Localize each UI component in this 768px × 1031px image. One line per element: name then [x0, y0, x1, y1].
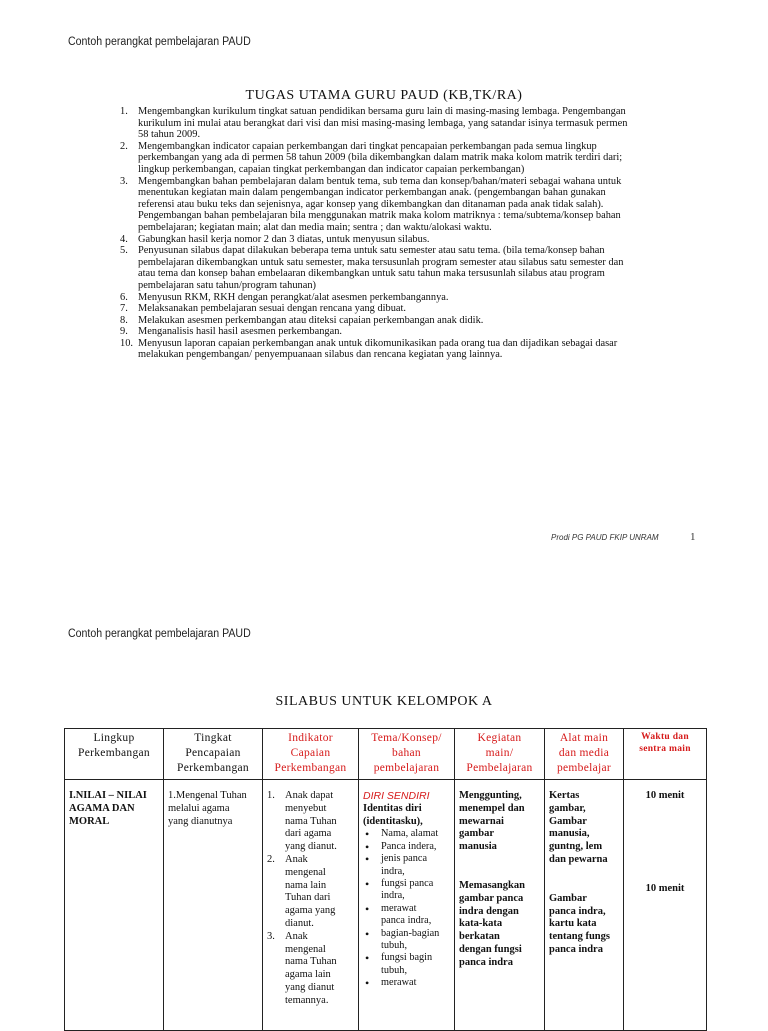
task-text-line: Penyusunan silabus dapat dilakukan beberapa tema untuk satu semester atau satu tema. (bila tema/konsep bahan	[138, 245, 605, 257]
tema-bullet-line: • merawat	[381, 977, 417, 989]
task-item	[120, 245, 690, 291]
tingkat-line: melalui agama	[168, 802, 230, 814]
task-text-line: pembelajaran; kegiatan main; alat dan media main; sentra ; dan waktu/alokasi waktu.	[138, 221, 492, 233]
task-number: 6.	[120, 291, 128, 303]
column-header-line: bahan	[392, 747, 421, 759]
task-item	[120, 292, 690, 304]
waktu-1: 10 menit	[645, 790, 685, 801]
table-header-row	[65, 729, 707, 780]
column-header-line: Perkembangan	[274, 762, 347, 774]
alat-line: panca indra,	[549, 905, 606, 917]
alat-line: gambar,	[549, 802, 586, 814]
kegiatan-line: gambar panca	[459, 892, 524, 904]
page-header: Contoh perangkat pembelajaran PAUD	[68, 628, 251, 640]
tema-bullet-line: • merawat	[381, 902, 417, 914]
tema-bullet-item	[363, 928, 450, 953]
alat-line: tentang fungs	[549, 931, 610, 943]
tema-bullet-item	[363, 952, 450, 977]
tema-bullet-line: indra,	[381, 865, 405, 877]
task-text-line: kurikulum ini mulai atau berangkat dari visi dan misi masing-masing lembaga, yang satandar isinya termasuk permen	[138, 117, 628, 129]
tema-bullet-line: panca indra,	[381, 915, 432, 927]
tema-bullet-line: • Nama, alamat	[381, 828, 439, 840]
cell-alat	[545, 780, 624, 1031]
column-header-line: dan media	[558, 747, 610, 759]
task-text-line: Menyusun RKM, RKH dengan perangkat/alat asesmen perkembangannya.	[138, 291, 449, 303]
column-header-line: Waktu dan	[641, 732, 689, 742]
column-header	[263, 729, 359, 780]
task-number: 9.	[120, 326, 128, 338]
alat-2	[549, 893, 619, 957]
indikator-line: agama yang	[285, 905, 336, 917]
task-number: 5.	[120, 245, 128, 257]
column-header	[455, 729, 545, 780]
alat-line: Gambar	[549, 892, 587, 904]
task-text-line: Gabungkan hasil kerja nomor 2 dan 3 diatas, untuk menyusun silabus.	[138, 233, 430, 245]
task-text-line: Menganalisis hasil hasil asesmen perkembangan.	[138, 326, 343, 338]
tema-bullet-list	[363, 828, 450, 989]
tema-bullet-item	[363, 841, 450, 853]
column-header-line: sentra main	[639, 744, 691, 754]
kegiatan-line: manusia	[459, 841, 497, 853]
column-header-line: pembelajaran	[373, 762, 440, 774]
cell-indikator	[263, 780, 359, 1031]
indikator-list	[267, 790, 354, 1008]
waktu-2: 10 menit	[645, 882, 685, 894]
page-header: Contoh perangkat pembelajaran PAUD	[68, 36, 251, 48]
task-item	[120, 326, 690, 338]
tema-subtitle-line: (identitasku),	[363, 815, 423, 827]
column-header	[359, 729, 455, 780]
indikator-number: 1.	[267, 790, 275, 801]
task-text-line: pembelajaran dikembangkan untuk satu semester, maka tersusunlah program semester atau silabus satu semester dan	[138, 256, 624, 268]
indikator-line: menyebut	[285, 802, 327, 814]
column-header-line: Alat main	[559, 732, 609, 744]
task-list	[120, 106, 690, 361]
page-number: 1	[690, 531, 696, 543]
lingkup-line: I.NILAI – NILAI	[69, 790, 147, 801]
indikator-line: dianut.	[285, 917, 314, 929]
column-header-line: Indikator	[288, 732, 333, 744]
kegiatan-line: panca indra	[459, 956, 513, 968]
indikator-line: yang dianut	[285, 981, 335, 993]
alat-line: Gambar	[549, 815, 587, 827]
page-2	[0, 600, 768, 1024]
column-header	[545, 729, 624, 780]
task-text-line: perkembangan yang ada di permen 58 tahun 2009 (bila dikembangkan dalam matrik maka kolom matrik terdiri dari;	[138, 152, 623, 164]
task-text-line: lingkup perkembangan, capaian tingkat perkembangan dan indicator capaian perkembangan)	[138, 163, 525, 175]
indikator-line: dari agama	[285, 828, 332, 840]
alat-line: panca indra	[549, 943, 603, 955]
task-number: 2.	[120, 140, 128, 152]
task-number: 1.	[120, 106, 128, 117]
tema-subtitle	[363, 803, 450, 829]
kegiatan-line: berkatan	[459, 931, 500, 943]
cell-lingkup	[65, 780, 164, 1031]
silabus-table	[64, 728, 707, 1031]
tema-bullet-line: • fungsi bagin	[381, 952, 433, 964]
kegiatan-line: kata-kata	[459, 918, 503, 930]
footer-prodi: Prodi PG PAUD FKIP UNRAM	[551, 533, 659, 542]
tema-bullet-item	[363, 878, 450, 903]
kegiatan-line: dengan fungsi	[459, 943, 522, 955]
kegiatan-line: mewarnai	[459, 815, 504, 827]
task-text-line: Melakukan asesmen perkembangan atau diteksi capaian perkembangan anak didik.	[138, 314, 484, 326]
indikator-line: nama Tuhan	[285, 815, 337, 827]
column-header-line: main/	[485, 747, 514, 759]
indikator-line: Anak	[285, 930, 308, 942]
indikator-line: mengenal	[285, 866, 326, 878]
kegiatan-line: Memasangkan	[459, 879, 525, 891]
tema-bullet-line: • jenis panca	[381, 853, 428, 865]
task-text-line: Pengembangan bahan pembelajaran bila menggunakan matrik maka kolom matriknya : tema/subtema/konsep bahan	[138, 210, 621, 222]
page-title: SILABUS UNTUK KELOMPOK A	[275, 694, 493, 709]
tingkat-line: 1.Mengenal Tuhan	[168, 790, 247, 801]
task-text-line: pembelajaran satu tahun/program tahunan)	[138, 279, 317, 291]
kegiatan-2	[459, 880, 540, 970]
lingkup-line: AGAMA DAN	[69, 802, 135, 814]
alat-line: Kertas	[549, 790, 580, 801]
tema-bullet-item	[363, 853, 450, 878]
tema-bullet-line: tubuh,	[381, 940, 408, 952]
task-text-line: Mengembangkan indicator capaian perkembangan dari tingkat pencapaian perkembangan pada semua lingkup	[138, 140, 597, 152]
task-item	[120, 176, 690, 234]
task-number: 10.	[120, 337, 133, 349]
tema-bullet-line: • fungsi panca	[381, 878, 434, 890]
task-text-line: Melaksanakan pembelajaran sesuai dengan rencana yang dibuat.	[138, 303, 407, 315]
task-item	[120, 141, 690, 176]
cell-kegiatan	[455, 780, 545, 1031]
indikator-number: 2.	[267, 853, 275, 865]
tingkat-line: yang dianutnya	[168, 815, 233, 827]
table-row	[65, 780, 707, 1031]
alat-line: guntng, lem	[549, 841, 603, 853]
indikator-number: 3.	[267, 930, 275, 942]
alat-line: dan pewarna	[549, 853, 608, 865]
task-number: 7.	[120, 303, 128, 315]
task-number: 3.	[120, 175, 128, 187]
cell-tingkat	[164, 780, 263, 1031]
page-title: TUGAS UTAMA GURU PAUD (KB,TK/RA)	[245, 88, 523, 103]
indikator-line: agama lain	[285, 969, 331, 981]
alat-1	[549, 790, 619, 867]
task-text-line: referensi atau buku teks dan sejenisnya, agar konsep yang dikembangkan dan ditanaman pada anak tidak salah).	[138, 198, 604, 210]
column-header	[65, 729, 164, 780]
column-header-line: Tingkat	[194, 732, 232, 744]
kegiatan-line: gambar	[459, 828, 494, 840]
tema-bullet-item	[363, 903, 450, 928]
indikator-line: nama lain	[285, 879, 327, 891]
column-header-line: Perkembangan	[177, 762, 249, 774]
cell-tema	[359, 780, 455, 1031]
task-number: 8.	[120, 314, 128, 326]
indikator-line: Anak	[285, 853, 308, 865]
task-text-line: Mengembangkan kurikulum tingkat satuan pendidikan bersama guru lain di masing-masing lembaga. Pengembangan	[138, 106, 626, 117]
indikator-line: Anak dapat	[285, 790, 334, 801]
column-header-line: Kegiatan	[477, 732, 522, 744]
indikator-item	[267, 931, 354, 1008]
alat-line: kartu kata	[549, 918, 597, 930]
tema-bullet-item	[363, 828, 450, 840]
tema-bullet-item	[363, 977, 450, 989]
task-number: 4.	[120, 233, 128, 245]
task-text-line: Mengembangkan bahan pembelajaran dalam bentuk tema, sub tema dan konsep/bahan/materi sebagai wahana untuk	[138, 175, 622, 187]
tema-bullet-line: • bagian-bagian	[381, 927, 440, 939]
column-header	[624, 729, 707, 780]
tema-bullet-line: indra,	[381, 890, 405, 902]
task-text-line: 58 tahun 2009.	[138, 129, 201, 141]
task-text-line: atau tema dan konsep bahan embelaaran dikembangkan untuk satu tahun maka tersusunlah silabus atau program	[138, 268, 605, 280]
tema-bullet-line: tubuh,	[381, 964, 408, 976]
column-header-line: Lingkup	[93, 732, 135, 744]
column-header	[164, 729, 263, 780]
indikator-line: Tuhan dari	[285, 892, 331, 904]
indikator-line: nama Tuhan	[285, 956, 337, 968]
column-header-line: Tema/Konsep/	[371, 732, 442, 744]
task-text-line: Menyusun laporan capaian perkembangan anak untuk dikomunikasikan pada orang tua dan dijadikan sebagai dasar	[138, 337, 618, 349]
indikator-item	[267, 790, 354, 854]
indikator-line: mengenal	[285, 943, 326, 955]
column-header-line: Perkembangan	[78, 747, 150, 759]
task-item	[120, 338, 690, 361]
column-header-line: Pembelajaran	[466, 762, 533, 774]
column-header-line: pembelajar	[556, 762, 612, 774]
indikator-item	[267, 854, 354, 931]
tema-bullet-line: • Panca indera,	[381, 840, 437, 852]
kegiatan-line: indra dengan	[459, 905, 519, 917]
column-header-line: Capaian	[290, 747, 331, 759]
indikator-line: yang dianut.	[285, 841, 337, 853]
task-item	[120, 234, 690, 246]
alat-line: manusia,	[549, 828, 590, 840]
task-text-line: menentukan kegiatan main dalam pengembangan indicator perkembangan anak. (pengembangan bahan gunakan	[138, 187, 606, 199]
task-item	[120, 106, 690, 141]
kegiatan-line: menempel dan	[459, 802, 525, 814]
tema-label: DIRI SENDIRI	[363, 790, 430, 802]
lingkup-line: MORAL	[69, 815, 110, 827]
tema-subtitle-line: Identitas diri	[363, 802, 422, 814]
task-item	[120, 315, 690, 327]
task-text-line: melakukan pengembangan/ penyempuanaan silabus dan rencana kegiatan yang lainnya.	[138, 349, 503, 361]
cell-waktu	[624, 780, 707, 1031]
task-item	[120, 303, 690, 315]
indikator-line: temannya.	[285, 994, 329, 1006]
kegiatan-1	[459, 790, 540, 854]
column-header-line: Pencapaian	[185, 747, 241, 759]
kegiatan-line: Menggunting,	[459, 790, 522, 801]
